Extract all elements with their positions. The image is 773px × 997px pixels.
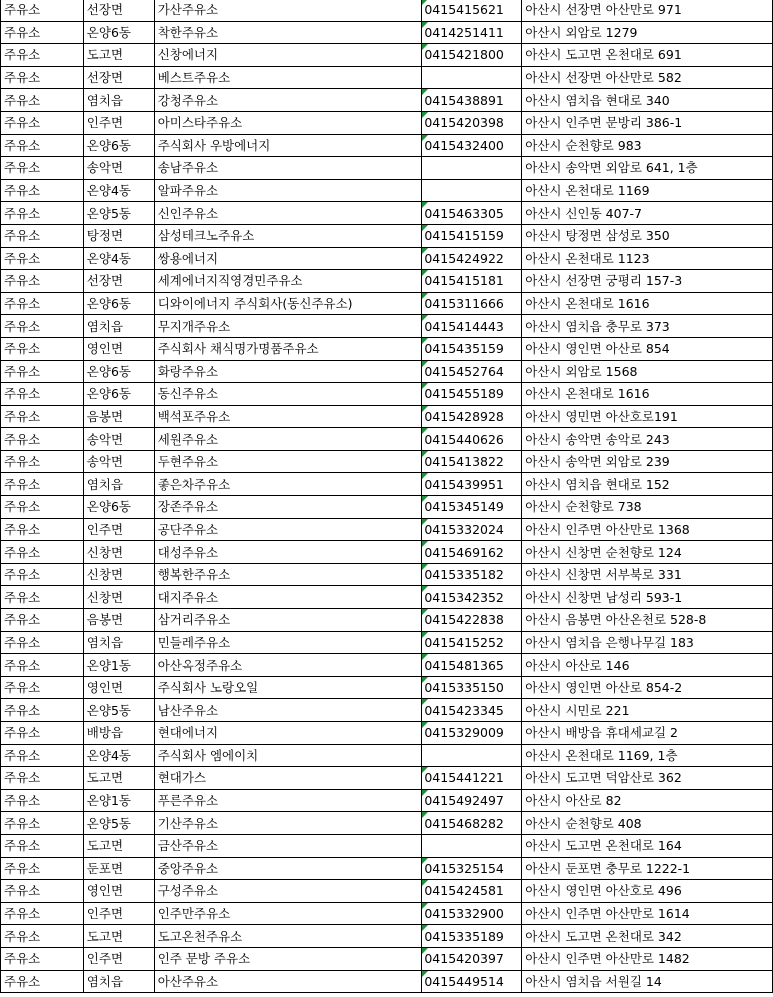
- table-row: [1, 315, 773, 338]
- cell-address[interactable]: 아산시 도고면 덕암산로 362: [522, 767, 773, 790]
- cell-phone[interactable]: 0415335189: [422, 925, 522, 948]
- cell-phone[interactable]: 0415452764: [422, 360, 522, 383]
- cell-station-name[interactable]: 베스트주유소: [154, 66, 422, 89]
- cell-station-name[interactable]: 중앙주유소: [154, 857, 422, 880]
- cell-phone[interactable]: 0415415252: [422, 631, 522, 654]
- cell-address[interactable]: 아산시 염치읍 서원길 14: [522, 970, 773, 993]
- cell-district[interactable]: 온양6동: [83, 383, 154, 406]
- cell-type[interactable]: 주유소: [1, 586, 84, 609]
- cell-phone[interactable]: 0415335150: [422, 676, 522, 699]
- cell-district[interactable]: 온양1동: [83, 789, 154, 812]
- cell-phone[interactable]: [422, 179, 522, 202]
- cell-phone[interactable]: 0414251411: [422, 21, 522, 44]
- table-row: [1, 518, 773, 541]
- cell-address[interactable]: 아산시 염치읍 현대로 340: [522, 89, 773, 112]
- cell-district[interactable]: 송악면: [83, 157, 154, 180]
- cell-address[interactable]: 아산시 아산로 82: [522, 789, 773, 812]
- cell-type[interactable]: 주유소: [1, 541, 84, 564]
- cell-district[interactable]: 영인면: [83, 676, 154, 699]
- cell-phone[interactable]: 0415421800: [422, 44, 522, 67]
- cell-address[interactable]: 아산시 선장면 아산만로 971: [522, 0, 773, 21]
- cell-station-name[interactable]: 주식회사 채식명가명품주유소: [154, 337, 422, 360]
- cell-address[interactable]: 아산시 송악면 외암로 239: [522, 450, 773, 473]
- table-row: [1, 857, 773, 880]
- table-row: [1, 66, 773, 89]
- table-row: [1, 541, 773, 564]
- cell-phone[interactable]: 0415415159: [422, 224, 522, 247]
- table-row: [1, 0, 773, 21]
- cell-district[interactable]: 선장면: [83, 270, 154, 293]
- cell-address[interactable]: 아산시 아산로 146: [522, 654, 773, 677]
- cell-address[interactable]: 아산시 영인면 아산호로 496: [522, 880, 773, 903]
- cell-type[interactable]: 주유소: [1, 89, 84, 112]
- cell-address[interactable]: 아산시 신창면 남성리 593-1: [522, 586, 773, 609]
- cell-district[interactable]: 온양6동: [83, 496, 154, 519]
- cell-type[interactable]: 주유소: [1, 179, 84, 202]
- cell-district[interactable]: 선장면: [83, 0, 154, 21]
- cell-type[interactable]: 주유소: [1, 134, 84, 157]
- cell-district[interactable]: 도고면: [83, 767, 154, 790]
- table-row: [1, 744, 773, 767]
- cell-district[interactable]: 음봉면: [83, 405, 154, 428]
- cell-address[interactable]: 아산시 온천대로 1169: [522, 179, 773, 202]
- cell-station-name[interactable]: 푸른주유소: [154, 789, 422, 812]
- cell-type[interactable]: 주유소: [1, 676, 84, 699]
- cell-type[interactable]: 주유소: [1, 0, 84, 21]
- table-body: [1, 0, 773, 993]
- table-row: [1, 812, 773, 835]
- cell-phone[interactable]: 0415428928: [422, 405, 522, 428]
- cell-type[interactable]: 주유소: [1, 450, 84, 473]
- cell-district[interactable]: 온양4동: [83, 247, 154, 270]
- table-row: [1, 902, 773, 925]
- table-row: [1, 292, 773, 315]
- cell-phone[interactable]: 0415415181: [422, 270, 522, 293]
- cell-address[interactable]: 아산시 온천대로 1123: [522, 247, 773, 270]
- cell-address[interactable]: 아산시 신창면 순천향로 124: [522, 541, 773, 564]
- cell-address[interactable]: 아산시 둔포면 충무로 1222-1: [522, 857, 773, 880]
- cell-address[interactable]: 아산시 인주면 아산만로 1482: [522, 947, 773, 970]
- table-row: [1, 21, 773, 44]
- table-row: [1, 563, 773, 586]
- cell-type[interactable]: 주유소: [1, 157, 84, 180]
- table-row: [1, 224, 773, 247]
- cell-district[interactable]: 염치읍: [83, 970, 154, 993]
- table-row: [1, 834, 773, 857]
- table-row: [1, 383, 773, 406]
- cell-address[interactable]: 아산시 도고면 온천대로 164: [522, 834, 773, 857]
- cell-address[interactable]: 아산시 염치읍 현대로 152: [522, 473, 773, 496]
- cell-station-name[interactable]: 아산옥정주유소: [154, 654, 422, 677]
- cell-district[interactable]: 온양6동: [83, 21, 154, 44]
- table-row: [1, 473, 773, 496]
- cell-type[interactable]: 주유소: [1, 722, 84, 745]
- cell-type[interactable]: 주유소: [1, 518, 84, 541]
- cell-phone[interactable]: [422, 744, 522, 767]
- cell-phone[interactable]: 0415440626: [422, 428, 522, 451]
- cell-district[interactable]: 온양5동: [83, 812, 154, 835]
- cell-station-name[interactable]: 신창에너지: [154, 44, 422, 67]
- cell-address[interactable]: 아산시 도고면 온천대로 342: [522, 925, 773, 948]
- cell-district[interactable]: 염치읍: [83, 631, 154, 654]
- table-row: [1, 360, 773, 383]
- cell-district[interactable]: 온양6동: [83, 134, 154, 157]
- cell-address[interactable]: 아산시 순천향로 408: [522, 812, 773, 835]
- cell-type[interactable]: 주유소: [1, 111, 84, 134]
- cell-address[interactable]: 아산시 영민면 아산호로191: [522, 405, 773, 428]
- cell-station-name[interactable]: 대지주유소: [154, 586, 422, 609]
- cell-type[interactable]: 주유소: [1, 857, 84, 880]
- cell-address[interactable]: 아산시 온천대로 1616: [522, 383, 773, 406]
- cell-station-name[interactable]: 대성주유소: [154, 541, 422, 564]
- cell-phone[interactable]: 0415335182: [422, 563, 522, 586]
- cell-address[interactable]: 아산시 음봉면 아산온천로 528-8: [522, 609, 773, 632]
- cell-phone[interactable]: 0415455189: [422, 383, 522, 406]
- cell-type[interactable]: 주유소: [1, 631, 84, 654]
- cell-station-name[interactable]: 주식회사 엠에이치: [154, 744, 422, 767]
- cell-district[interactable]: 도고면: [83, 834, 154, 857]
- table-row: [1, 247, 773, 270]
- cell-station-name[interactable]: 가산주유소: [154, 0, 422, 21]
- cell-station-name[interactable]: 민들레주유소: [154, 631, 422, 654]
- cell-address[interactable]: 아산시 선장면 아산만로 582: [522, 66, 773, 89]
- table-row: [1, 609, 773, 632]
- cell-phone[interactable]: 0415424922: [422, 247, 522, 270]
- table-row: [1, 699, 773, 722]
- cell-station-name[interactable]: 강청주유소: [154, 89, 422, 112]
- cell-station-name[interactable]: 착한주유소: [154, 21, 422, 44]
- cell-address[interactable]: 아산시 신인동 407-7: [522, 202, 773, 225]
- cell-district[interactable]: 탕정면: [83, 224, 154, 247]
- cell-district[interactable]: 온양6동: [83, 360, 154, 383]
- cell-phone[interactable]: 0415439951: [422, 473, 522, 496]
- cell-phone[interactable]: 0415481365: [422, 654, 522, 677]
- cell-phone[interactable]: 0415424581: [422, 880, 522, 903]
- cell-type[interactable]: 주유소: [1, 405, 84, 428]
- table-row: [1, 44, 773, 67]
- cell-phone[interactable]: 0415311666: [422, 292, 522, 315]
- cell-station-name[interactable]: 화랑주유소: [154, 360, 422, 383]
- cell-phone[interactable]: 0415492497: [422, 789, 522, 812]
- cell-phone[interactable]: 0415422838: [422, 609, 522, 632]
- table-row: [1, 89, 773, 112]
- cell-district[interactable]: 도고면: [83, 925, 154, 948]
- cell-station-name[interactable]: 백석포주유소: [154, 405, 422, 428]
- cell-address[interactable]: 아산시 순천향로 983: [522, 134, 773, 157]
- cell-address[interactable]: 아산시 인주면 아산만로 1368: [522, 518, 773, 541]
- cell-station-name[interactable]: 삼거리주유소: [154, 609, 422, 632]
- cell-address[interactable]: 아산시 영인면 아산로 854-2: [522, 676, 773, 699]
- cell-station-name[interactable]: 두현주유소: [154, 450, 422, 473]
- cell-district[interactable]: 신창면: [83, 541, 154, 564]
- cell-station-name[interactable]: 동신주유소: [154, 383, 422, 406]
- cell-station-name[interactable]: 쌍용에너지: [154, 247, 422, 270]
- cell-address[interactable]: 아산시 염치읍 충무로 373: [522, 315, 773, 338]
- cell-address[interactable]: 아산시 선장면 궁평리 157-3: [522, 270, 773, 293]
- cell-phone[interactable]: 0415413822: [422, 450, 522, 473]
- cell-phone[interactable]: 0415449514: [422, 970, 522, 993]
- cell-type[interactable]: 주유소: [1, 224, 84, 247]
- cell-district[interactable]: 온양5동: [83, 202, 154, 225]
- table-row: [1, 947, 773, 970]
- cell-phone[interactable]: 0415342352: [422, 586, 522, 609]
- table-row: [1, 405, 773, 428]
- cell-station-name[interactable]: 현대에너지: [154, 722, 422, 745]
- cell-district[interactable]: 송악면: [83, 428, 154, 451]
- cell-district[interactable]: 염치읍: [83, 89, 154, 112]
- cell-address[interactable]: 아산시 순천향로 738: [522, 496, 773, 519]
- cell-phone[interactable]: 0415345149: [422, 496, 522, 519]
- table-row: [1, 202, 773, 225]
- cell-district[interactable]: 영인면: [83, 337, 154, 360]
- cell-type[interactable]: 주유소: [1, 270, 84, 293]
- cell-phone[interactable]: 0415463305: [422, 202, 522, 225]
- cell-phone[interactable]: 0415325154: [422, 857, 522, 880]
- table-row: [1, 925, 773, 948]
- cell-type[interactable]: 주유소: [1, 744, 84, 767]
- cell-phone[interactable]: 0415332024: [422, 518, 522, 541]
- cell-station-name[interactable]: 삼성테크노주유소: [154, 224, 422, 247]
- cell-address[interactable]: 아산시 외암로 1279: [522, 21, 773, 44]
- cell-district[interactable]: 온양4동: [83, 179, 154, 202]
- cell-type[interactable]: 주유소: [1, 428, 84, 451]
- cell-type[interactable]: 주유소: [1, 609, 84, 632]
- cell-district[interactable]: 온양1동: [83, 654, 154, 677]
- cell-address[interactable]: 아산시 송악면 외암로 641, 1층: [522, 157, 773, 180]
- cell-station-name[interactable]: 좋은차주유소: [154, 473, 422, 496]
- cell-type[interactable]: 주유소: [1, 699, 84, 722]
- table-row: [1, 111, 773, 134]
- cell-address[interactable]: 아산시 외암로 1568: [522, 360, 773, 383]
- cell-address[interactable]: 아산시 시민로 221: [522, 699, 773, 722]
- table-row: [1, 179, 773, 202]
- cell-phone[interactable]: 0415415621: [422, 0, 522, 21]
- cell-district[interactable]: 신창면: [83, 563, 154, 586]
- cell-district[interactable]: 신창면: [83, 586, 154, 609]
- cell-station-name[interactable]: 무지개주유소: [154, 315, 422, 338]
- table-row: [1, 157, 773, 180]
- cell-phone[interactable]: 0415420398: [422, 111, 522, 134]
- table-row: [1, 586, 773, 609]
- cell-phone[interactable]: 0415420397: [422, 947, 522, 970]
- cell-station-name[interactable]: 신인주유소: [154, 202, 422, 225]
- cell-address[interactable]: 아산시 영인면 아산로 854: [522, 337, 773, 360]
- cell-district[interactable]: 인주면: [83, 111, 154, 134]
- cell-phone[interactable]: 0415435159: [422, 337, 522, 360]
- cell-type[interactable]: 주유소: [1, 563, 84, 586]
- cell-station-name[interactable]: 세계에너지직영경민주유소: [154, 270, 422, 293]
- cell-phone[interactable]: 0415432400: [422, 134, 522, 157]
- cell-station-name[interactable]: 아산주유소: [154, 970, 422, 993]
- cell-district[interactable]: 음봉면: [83, 609, 154, 632]
- cell-station-name[interactable]: 디와이에너지 주식회사(동신주유소): [154, 292, 422, 315]
- cell-address[interactable]: 아산시 염치읍 은행나무길 183: [522, 631, 773, 654]
- cell-type[interactable]: 주유소: [1, 496, 84, 519]
- cell-district[interactable]: 염치읍: [83, 315, 154, 338]
- table-row: [1, 450, 773, 473]
- cell-phone[interactable]: 0415441221: [422, 767, 522, 790]
- cell-type[interactable]: 주유소: [1, 834, 84, 857]
- cell-address[interactable]: 아산시 도고면 온천대로 691: [522, 44, 773, 67]
- table-row: [1, 337, 773, 360]
- cell-type[interactable]: 주유소: [1, 360, 84, 383]
- cell-district[interactable]: 온양4동: [83, 744, 154, 767]
- cell-station-name[interactable]: 도고온천주유소: [154, 925, 422, 948]
- cell-type[interactable]: 주유소: [1, 247, 84, 270]
- cell-district[interactable]: 인주면: [83, 902, 154, 925]
- cell-type[interactable]: 주유소: [1, 880, 84, 903]
- cell-type[interactable]: 주유소: [1, 812, 84, 835]
- cell-phone[interactable]: 0415329009: [422, 722, 522, 745]
- cell-address[interactable]: 아산시 배방읍 휴대세교길 2: [522, 722, 773, 745]
- cell-phone[interactable]: 0415468282: [422, 812, 522, 835]
- cell-district[interactable]: 송악면: [83, 450, 154, 473]
- cell-district[interactable]: 배방읍: [83, 722, 154, 745]
- cell-station-name[interactable]: 알파주유소: [154, 179, 422, 202]
- cell-station-name[interactable]: 장존주유소: [154, 496, 422, 519]
- cell-type[interactable]: 주유소: [1, 970, 84, 993]
- table-row: [1, 428, 773, 451]
- table-row: [1, 270, 773, 293]
- cell-address[interactable]: 아산시 인주면 문방리 386-1: [522, 111, 773, 134]
- cell-phone[interactable]: 0415438891: [422, 89, 522, 112]
- cell-station-name[interactable]: 남산주유소: [154, 699, 422, 722]
- cell-type[interactable]: 주유소: [1, 202, 84, 225]
- cell-phone[interactable]: 0415414443: [422, 315, 522, 338]
- cell-station-name[interactable]: 행복한주유소: [154, 563, 422, 586]
- cell-type[interactable]: 주유소: [1, 947, 84, 970]
- table-row: [1, 789, 773, 812]
- cell-address[interactable]: 아산시 인주면 아산만로 1614: [522, 902, 773, 925]
- cell-station-name[interactable]: 세원주유소: [154, 428, 422, 451]
- cell-type[interactable]: 주유소: [1, 383, 84, 406]
- cell-type[interactable]: 주유소: [1, 654, 84, 677]
- cell-type[interactable]: 주유소: [1, 767, 84, 790]
- cell-station-name[interactable]: 현대가스: [154, 767, 422, 790]
- cell-station-name[interactable]: 인주 문방 주유소: [154, 947, 422, 970]
- cell-station-name[interactable]: 공단주유소: [154, 518, 422, 541]
- table-row: [1, 496, 773, 519]
- cell-phone[interactable]: 0415423345: [422, 699, 522, 722]
- cell-station-name[interactable]: 주식회사 노랑오일: [154, 676, 422, 699]
- cell-district[interactable]: 인주면: [83, 518, 154, 541]
- cell-address[interactable]: 아산시 송악면 송악로 243: [522, 428, 773, 451]
- cell-station-name[interactable]: 송남주유소: [154, 157, 422, 180]
- cell-district[interactable]: 영인면: [83, 880, 154, 903]
- cell-station-name[interactable]: 아미스타주유소: [154, 111, 422, 134]
- table-row: [1, 654, 773, 677]
- cell-address[interactable]: 아산시 신창면 서부북로 331: [522, 563, 773, 586]
- cell-address[interactable]: 아산시 탕정면 삼성로 350: [522, 224, 773, 247]
- cell-type[interactable]: 주유소: [1, 66, 84, 89]
- cell-station-name[interactable]: 금산주유소: [154, 834, 422, 857]
- cell-type[interactable]: 주유소: [1, 44, 84, 67]
- cell-district[interactable]: 온양5동: [83, 699, 154, 722]
- cell-type[interactable]: 주유소: [1, 292, 84, 315]
- cell-address[interactable]: 아산시 온천대로 1616: [522, 292, 773, 315]
- cell-type[interactable]: 주유소: [1, 315, 84, 338]
- cell-station-name[interactable]: 구성주유소: [154, 880, 422, 903]
- cell-district[interactable]: 온양6동: [83, 292, 154, 315]
- table-row: [1, 676, 773, 699]
- cell-phone[interactable]: [422, 157, 522, 180]
- cell-type[interactable]: 주유소: [1, 337, 84, 360]
- cell-type[interactable]: 주유소: [1, 789, 84, 812]
- cell-type[interactable]: 주유소: [1, 902, 84, 925]
- table-row: [1, 880, 773, 903]
- cell-station-name[interactable]: 주식회사 우방에너지: [154, 134, 422, 157]
- cell-address[interactable]: 아산시 온천대로 1169, 1층: [522, 744, 773, 767]
- cell-phone[interactable]: [422, 66, 522, 89]
- table-row: [1, 970, 773, 993]
- cell-station-name[interactable]: 기산주유소: [154, 812, 422, 835]
- cell-phone[interactable]: [422, 834, 522, 857]
- cell-station-name[interactable]: 인주만주유소: [154, 902, 422, 925]
- table-row: [1, 767, 773, 790]
- cell-type[interactable]: 주유소: [1, 21, 84, 44]
- cell-district[interactable]: 도고면: [83, 44, 154, 67]
- cell-district[interactable]: 인주면: [83, 947, 154, 970]
- cell-phone[interactable]: 0415332900: [422, 902, 522, 925]
- cell-district[interactable]: 염치읍: [83, 473, 154, 496]
- table-row: [1, 134, 773, 157]
- cell-district[interactable]: 선장면: [83, 66, 154, 89]
- cell-type[interactable]: 주유소: [1, 473, 84, 496]
- cell-phone[interactable]: 0415469162: [422, 541, 522, 564]
- cell-district[interactable]: 둔포면: [83, 857, 154, 880]
- table-row: [1, 631, 773, 654]
- cell-type[interactable]: 주유소: [1, 925, 84, 948]
- table-row: [1, 722, 773, 745]
